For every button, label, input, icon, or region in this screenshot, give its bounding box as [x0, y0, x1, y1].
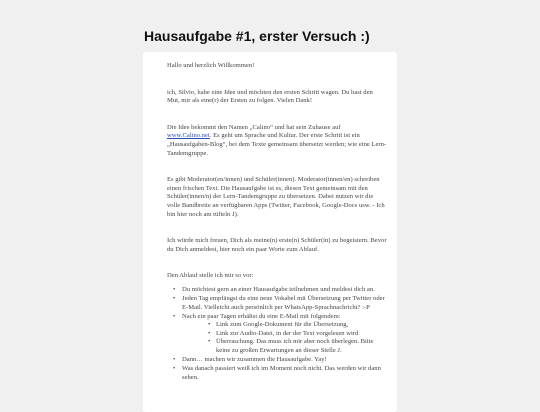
list-item: • Überraschung. Das muss ich mir aber noch überlegen. Bitte keine zu großen Erwartungen an dieser Stelle J.: [182, 338, 387, 355]
list-item-label: Nach ein paar Tagen erhältst du eine E-Mail mit folgendem:: [182, 312, 341, 320]
process-intro-paragraph: Den Ablauf stelle ich mir so vor:: [167, 272, 254, 280]
list-item: • Jeden Tag empfängst du eine neue Vokabel mit Übersetzung per Twitter oder E-Mail. Vielleicht auch persönlich per WhatsApp-Sprachnachricht? :-P: [167, 295, 387, 312]
list-item: • Dann… machen wir zusammen die Hausaufgabe. Yay!: [167, 356, 387, 365]
post-content-card: [143, 52, 397, 412]
list-item: • Link zum Google-Dokument für die Übersetzung,: [182, 321, 387, 330]
calino-link[interactable]: www.Calino.net: [167, 132, 210, 140]
page-title: Hausaufgabe #1, erster Versuch :): [144, 28, 370, 44]
moderators-paragraph: Es gibt Moderator(en/innen) und Schüler(innen). Moderator(innen/en) schreiben einen frischen Text. Die Hausaufgabe ist es, diesen Text gemeinsam mit den Schüler(innen/n) der Lern-Tandemgruppe zu übersetzen. Dabei nutzen wir die volle Bandbreite an verfügbaren Apps (Twitter, Facebook, Google-Docs usw. - Ich bin hier noch am tüfteln J).: [167, 176, 385, 218]
idea-paragraph: [167, 124, 387, 158]
process-steps-list: [167, 286, 387, 383]
list-item: • Du möchtest gern an einer Hausaufgabe teilnehmen und meldest dich an.: [167, 286, 387, 295]
intro-paragraph: ich, Silvio, habe eine Idee und möchten den ersten Schritt wagen. Du hast den Mut, mir als eine(r) der Ersten zu folgen. Vielen Dank!: [167, 88, 373, 105]
list-item: • Link zur Audio-Datei, in der der Text vorgelesen wird: [182, 330, 387, 339]
idea-text-after: . Es geht um Sprache und Kultur. Der erste Schritt ist ein „Hausaufgaben-Blog“, bei dem Texte gemeinsam übersetzt werden; wie eine Lern-Tandemgruppe.: [167, 132, 387, 157]
list-item: • Was danach passiert weiß ich im Moment noch nicht. Das werden wir dann sehen.: [167, 365, 387, 382]
email-contents-list: [182, 321, 387, 355]
greeting-paragraph: Hallo und herzlich Willkommen!: [167, 62, 255, 69]
idea-text-before: Die Idee bekommt den Namen „Calino“ und hat sein Zuhause auf: [167, 123, 341, 131]
invite-paragraph: Ich würde mich freuen, Dich als meine(n) erste(n) Schüler(in) zu begeistern. Bevor du Dich anmeldest, hier noch ein paar Worte zum Ablauf.: [167, 237, 387, 253]
list-item: [167, 313, 387, 356]
